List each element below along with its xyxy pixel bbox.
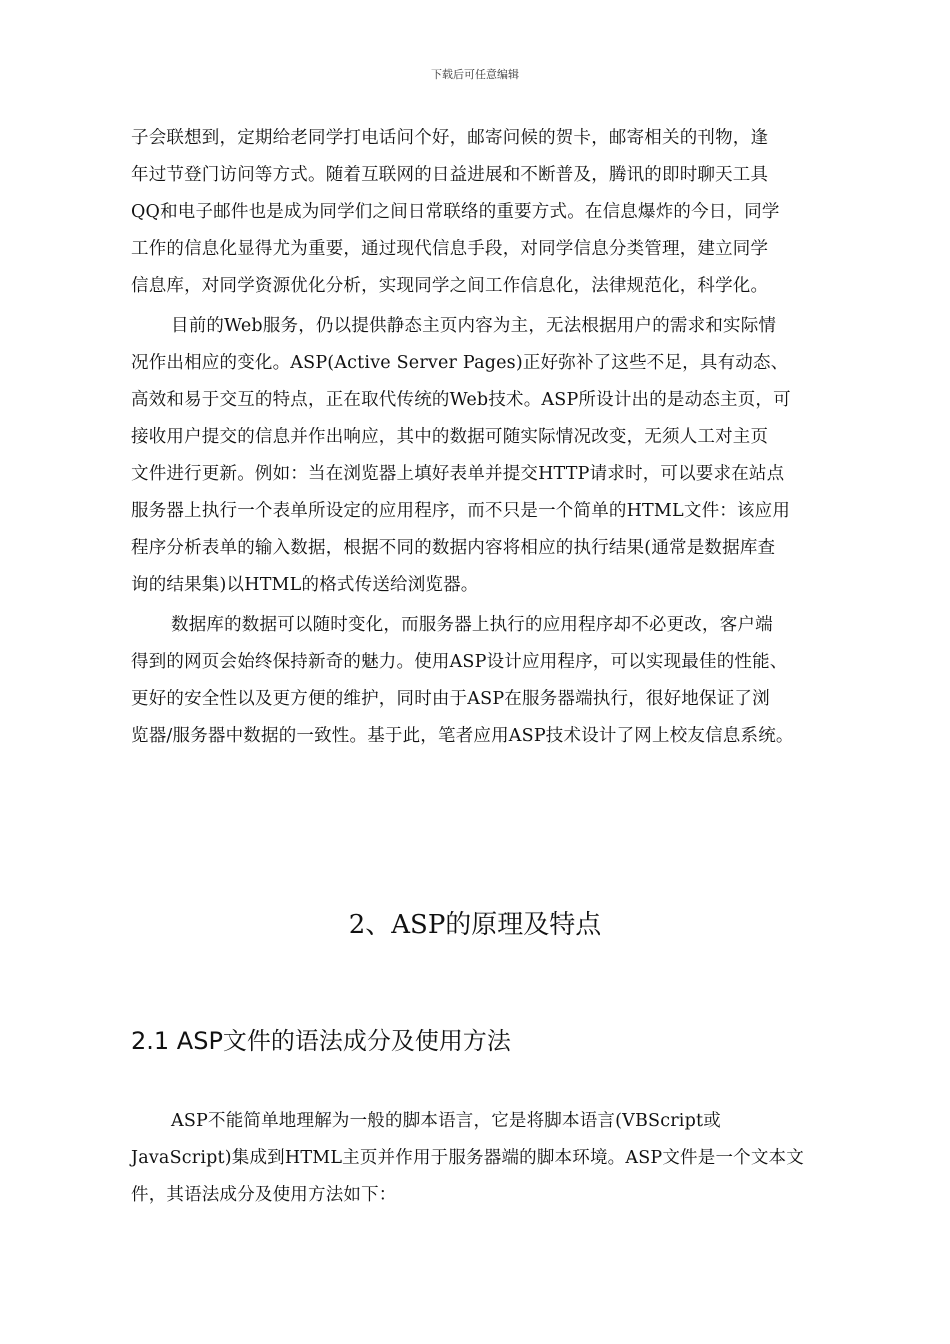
paragraph-1-line: QQ和电子邮件也是成为同学们之间日常联络的重要方式。在信息爆炸的今日，同学 [131,202,780,222]
paragraph-3-line: 更好的安全性以及更方便的维护，同时由于ASP在服务器端执行，很好地保证了浏 [131,689,770,709]
chapter-title: 2、ASP的原理及特点 [348,910,602,940]
paragraph-1-line: 工作的信息化显得尤为重要，通过现代信息手段，对同学信息分类管理，建立同学 [131,239,769,259]
page-header: 下载后可任意编辑 [431,68,519,81]
paragraph-1-line: 子会联想到，定期给老同学打电话问个好，邮寄问候的贺卡，邮寄相关的刊物，逢 [131,128,769,148]
section-title: 2.1 ASP文件的语法成分及使用方法 [131,1027,511,1055]
paragraph-1-line: 信息库，对同学资源优化分析，实现同学之间工作信息化，法律规范化，科学化。 [131,276,769,296]
paragraph-3-line: 得到的网页会始终保持新奇的魅力。使用ASP设计应用程序，可以实现最佳的性能、 [131,652,788,672]
paragraph-3-line: 数据库的数据可以随时变化，而服务器上执行的应用程序却不必更改，客户端 [171,615,773,635]
paragraph-3-line: 览器/服务器中数据的一致性。基于此，笔者应用ASP技术设计了网上校友信息系统。 [131,726,794,746]
paragraph-2-line: 接收用户提交的信息并作出响应，其中的数据可随实际情况改变，无须人工对主页 [131,427,769,447]
paragraph-4-line: JavaScript)集成到HTML主页并作用于服务器端的脚本环境。ASP文件是一个文本文 [131,1148,804,1168]
paragraph-2-line: 程序分析表单的输入数据，根据不同的数据内容将相应的执行结果(通常是数据库查 [131,538,776,558]
paragraph-1-line: 年过节登门访问等方式。随着互联网的日益进展和不断普及，腾讯的即时聊天工具 [131,165,769,185]
paragraph-2-line: 询的结果集)以HTML的格式传送给浏览器。 [131,575,479,595]
paragraph-2-line: 目前的Web服务，仍以提供静态主页内容为主，无法根据用户的需求和实际情 [171,316,777,336]
paragraph-4-line: 件，其语法成分及使用方法如下： [131,1185,397,1205]
paragraph-2-line: 文件进行更新。例如：当在浏览器上填好表单并提交HTTP请求时，可以要求在站点 [131,464,785,484]
paragraph-2-line: 高效和易于交互的特点，正在取代传统的Web技术。ASP所设计出的是动态主页，可 [131,390,791,410]
paragraph-2-line: 况作出相应的变化。ASP(Active Server Pages)正好弥补了这些不足，具有动态、 [131,353,789,373]
paragraph-2-line: 服务器上执行一个表单所设定的应用程序，而不只是一个简单的HTML文件：该应用 [131,501,791,521]
paragraph-4-line: ASP不能简单地理解为一般的脚本语言，它是将脚本语言(VBScript或 [171,1111,721,1131]
